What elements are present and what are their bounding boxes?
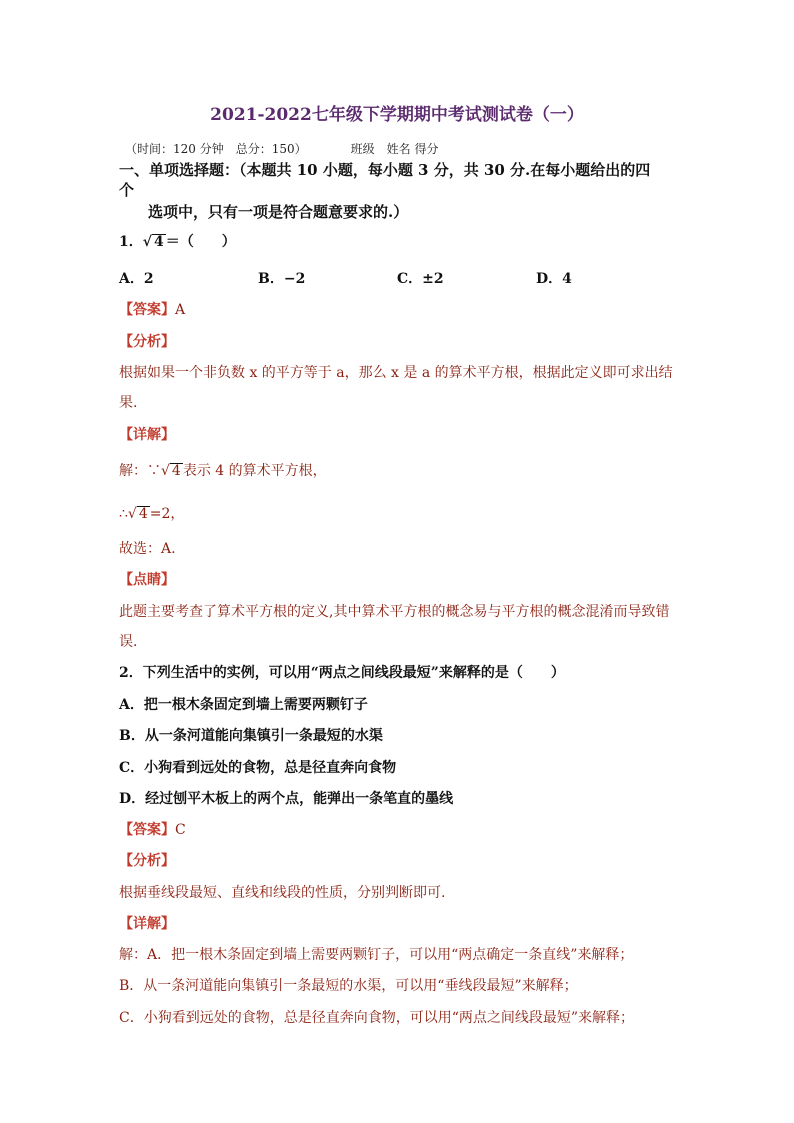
q2-answer bbox=[119, 821, 186, 839]
q1-analysis-tag: 【分析】 bbox=[119, 334, 175, 350]
q1-detail-line1: 解：∵√ 4 表示 4 的算术平方根， bbox=[119, 463, 327, 479]
q1-option-b: B．−2 bbox=[258, 271, 306, 287]
q1-option-c: C．±2 bbox=[397, 271, 444, 287]
section-heading-line3: 选项中，只有一项是符合题意要求的.） bbox=[148, 203, 409, 221]
section-heading-line2: 个 bbox=[119, 181, 135, 199]
name-fields: 班级 姓名 得分 bbox=[350, 142, 439, 156]
answer-tag: 【答案】 bbox=[119, 822, 175, 838]
sqrt-expression: √ 4 bbox=[127, 506, 148, 522]
q2-option-b: B．从一条河道能向集镇引一条最短的水渠 bbox=[119, 728, 383, 744]
answer-value: A bbox=[175, 302, 186, 318]
q2-detail-line2: B．从一条河道能向集镇引一条最短的水渠，可以用“垂线段最短”来解释； bbox=[119, 978, 578, 994]
q1-detail-line2: ∴√ 4 =2， bbox=[119, 506, 185, 522]
q1-analysis-line2: 果. bbox=[119, 395, 138, 411]
q1-detail-line3: 故选：A. bbox=[119, 541, 176, 557]
q2-option-d: D．经过刨平木板上的两个点，能弹出一条笔直的墨线 bbox=[119, 791, 454, 807]
q1-comment-line1: 此题主要考查了算术平方根的定义,其中算术平方根的概念易与平方根的概念混淆而导致错 bbox=[119, 604, 670, 620]
q2-detail-line3: C．小狗看到远处的食物，总是径直奔向食物，可以用“两点之间线段最短”来解释； bbox=[119, 1010, 635, 1026]
answer-tag: 【答案】 bbox=[119, 302, 175, 318]
q1-option-d: D．4 bbox=[536, 271, 572, 287]
q2-detail-tag: 【详解】 bbox=[119, 916, 175, 932]
question-2-stem: 2．下列生活中的实例，可以用“两点之间线段最短”来解释的是（ ） bbox=[119, 665, 565, 681]
section-heading-line1: 一、单项选择题：（本题共 10 小题，每小题 3 分，共 30 分.在每小题给出的四 bbox=[119, 161, 651, 179]
q2-analysis-tag: 【分析】 bbox=[119, 853, 175, 869]
q1-analysis-line1: 根据如果一个非负数 x 的平方等于 a，那么 x 是 a 的算术平方根，根据此定义即可求出结 bbox=[119, 365, 673, 381]
answer-value: C bbox=[175, 822, 186, 838]
q2-option-a: A．把一根木条固定到墙上需要两颗钉子 bbox=[119, 697, 368, 713]
q1-option-a: A．2 bbox=[119, 271, 154, 287]
q2-option-c: C．小狗看到远处的食物，总是径直奔向食物 bbox=[119, 760, 397, 776]
time-score: （时间：120 分钟 总分：150） bbox=[125, 142, 307, 156]
exam-meta bbox=[125, 140, 438, 158]
sqrt-expression: √ 4 bbox=[161, 463, 181, 479]
question-number: 1． bbox=[119, 234, 143, 250]
q2-detail-line1: 解：A．把一根木条固定到墙上需要两颗钉子，可以用“两点确定一条直线”来解释； bbox=[119, 947, 634, 963]
q1-answer bbox=[119, 301, 185, 319]
page-title: 2021-2022七年级下学期期中考试测试卷（一） bbox=[210, 105, 584, 125]
q1-comment-line2: 误. bbox=[119, 634, 138, 650]
q1-detail-tag: 【详解】 bbox=[119, 427, 175, 443]
q1-comment-tag: 【点睛】 bbox=[119, 572, 175, 588]
sqrt-expression: √ 4 bbox=[142, 234, 164, 250]
question-1-stem: 1．√ 4 ＝（ ） bbox=[119, 234, 236, 250]
q2-analysis-line1: 根据垂线段最短、直线和线段的性质，分别判断即可. bbox=[119, 885, 446, 901]
